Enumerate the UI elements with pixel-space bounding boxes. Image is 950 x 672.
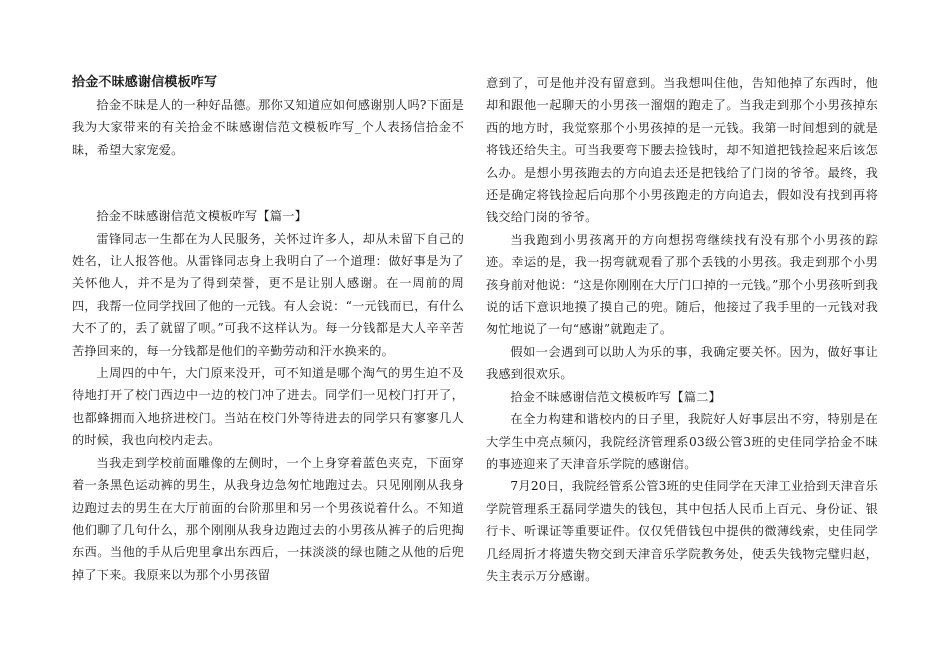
spacer	[72, 161, 464, 205]
intro-paragraph: 拾金不昧是人的一种好品德。那你又知道应如何感谢别人吗?下面是我为大家带来的有关拾金不昧感谢信范文模板咋写_个人表扬信拾金不昧，希望大家宠爱。	[72, 98, 464, 157]
document-title: 拾金不昧感谢信模板咋写	[72, 75, 218, 90]
right-column	[486, 72, 878, 587]
body-paragraph: 7月20日，我院经管系公管3班的史佳同学在天津工业拾到天津音乐学院管理系王磊同学遗失的钱包，其中包括人民币上百元、身份证、银行卡、听课证等重要证件。仅仅凭借钱包中提供的微薄线索，史佳同学几经周折才将遗失物交到天津音乐学院教务处，使丢失钱物完璧归赵，失主表示万分感谢。	[486, 479, 878, 583]
body-paragraph: 上周四的中午，大门原来没开，可不知道是哪个淘气的男生迫不及待地打开了校门西边中一边的校门冲了进去。同学们一见校门打开了，也都蜂拥而入地挤进校门。当站在校门外等待进去的同学只有寥寥几人的时候，我也向校内走去。	[72, 366, 464, 448]
body-paragraph: 在全力构建和谐校内的日子里，我院好人好事层出不穷，特别是在大学生中亮点频闪，我院经济管理系03级公管3班的史佳同学拾金不昧的事迹迎来了天津音乐学院的感谢信。	[486, 412, 878, 471]
section-heading-2: 拾金不昧感谢信范文模板咋写【篇二】	[510, 389, 721, 404]
body-paragraph: 当我跑到小男孩离开的方向想拐弯继续找有没有那个小男孩的踪迹。幸运的是，我一拐弯就观看了那个丢钱的小男孩。我走到那个小男孩身前对他说：“这是你刚刚在大厅门口掉的一元钱。”那个小男孩听到我说的话下意识地摸了摸自己的兜。随后，他接过了我手里的一元钱对我匆忙地说了一句“感谢”就跑走了。	[486, 232, 878, 337]
left-column	[72, 72, 464, 586]
body-paragraph-continued: 意到了，可是他并没有留意到。当我想叫住他，告知他掉了东西时，他却和跟他一起聊天的小男孩一溜烟的跑走了。当我走到那个小男孩掉东西的地方时，我觉察那个小男孩掉的是一元钱。我第一时间想到的就是将钱还给失主。可当我要弯下腰去捡钱时，却不知道把钱捡起来后该怎么办。是想小男孩跑去的方向追去还是把钱给了门岗的爷爷。最终，我还是确定将钱捡起后向那个小男孩跑走的方向追去，假如没有找到再将钱交给门岗的爷爷。	[486, 76, 878, 225]
body-paragraph: 雷锋同志一生都在为人民服务，关怀过许多人，却从未留下自己的姓名，让人报答他。从雷锋同志身上我明白了一个道理：做好事是为了关怀他人，并不是为了得到荣誉，更不是让别人感谢。在一周前的周四，我帮一位同学找回了他的一元钱。有人会说：“一元钱而已，有什么大不了的，丢了就留了呗。”可我不这样认为。每一分钱都是大人辛辛苦苦挣回来的，每一分钱都是他们的辛勤劳动和汗水换来的。	[72, 231, 464, 358]
section-heading-1: 拾金不昧感谢信范文模板咋写【篇一】	[96, 209, 307, 224]
body-paragraph: 假如一会遇到可以助人为乐的事，我确定要关怀。因为，做好事让我感到很欢乐。	[486, 344, 878, 382]
body-paragraph: 当我走到学校前面雕像的左侧时，一个上身穿着蓝色夹克，下面穿着一条黑色运动裤的男生，从我身边急匆忙地跑过去。只见刚刚从我身边跑过去的男生在大厅前面的台阶那里和另一个男孩说着什么。不知道他们聊了几句什么，那个刚刚从我身边跑过去的小男孩从裤子的后兜掏东西。当他的手从后兜里拿出东西后，一抹淡淡的绿也随之从他的后兜掉了下来。我原来以为那个小男孩留	[72, 455, 464, 582]
